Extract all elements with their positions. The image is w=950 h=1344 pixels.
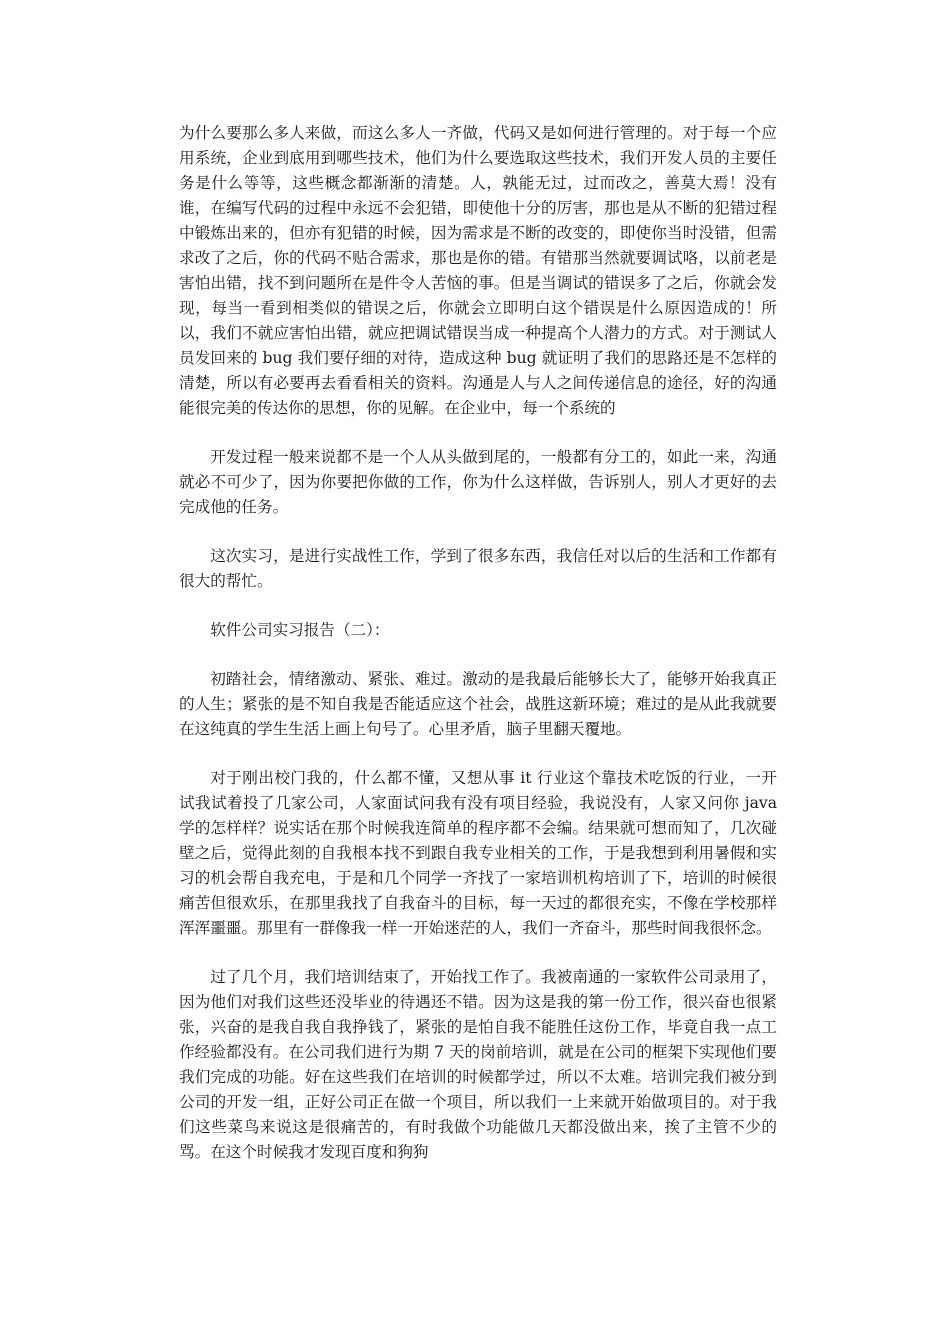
paragraph-job-search: 对于刚出校门我的，什么都不懂，又想从事 it 行业这个靠技术吃饭的行业，一开试我试着投了几家公司，人家面试问我有没有项目经验，我说没有，人家又问你 java 学的怎样样？说实话在那个时候我连简单的程序都不会编。结果就可想而知了，几次碰壁之后，觉得此刻的自我根本找不到跟自我专业相关的工作，于是我想到利用暑假和实习的机会帮自我充电，于是和几个同学一齐找了一家培训机构培训了下，培训的时候很痛苦但很欢乐，在那里我找了自我奋斗的目标，每一天过的都很充实，不像在学校那样浑浑噩噩。那里有一群像我一样一开始迷茫的人，我们一齐奋斗，那些时间我很怀念。 [179, 769, 777, 937]
paragraph-development-process: 开发过程一般来说都不是一个人从头做到尾的，一般都有分工的，如此一来，沟通就必不可少了，因为你要把你做的工作，你为什么这样做，告诉别人，别人才更好的去完成他的任务。 [179, 448, 777, 516]
paragraph-entering-society: 初踏社会，情绪激动、紧张、难过。激动的是我最后能够长大了，能够开始我真正的人生；紧张的是不知自我是否能适应这个社会，战胜这新环境；难过的是从此我就要在这纯真的学生生活上画上句号了。心里矛盾，脑子里翻天覆地。 [179, 670, 777, 738]
section-heading-report-two: 软件公司实习报告（二）： [210, 621, 390, 639]
paragraph-internship-summary: 这次实习，是进行实战性工作，学到了很多东西，我信任对以后的生活和工作都有很大的帮忙。 [179, 547, 777, 590]
paragraph-continuation: 为什么要那么多人来做，而这么多人一齐做，代码又是如何进行管理的。对于每一个应用系统，企业到底用到哪些技术，他们为什么要选取这些技术，我们开发人员的主要任务是什么等等，这些概念都渐渐的清楚。人，孰能无过，过而改之，善莫大焉！没有谁，在编写代码的过程中永远不会犯错，即使他十分的厉害，那也是从不断的犯错过程中锻炼出来的，但亦有犯错的时候，因为需求是不断的改变的，即使你当时没错，但需求改了之后，你的代码不贴合需求，那也是你的错。有错那当然就要调试咯，以前老是害怕出错，找不到问题所在是件令人苦恼的事。但是当调试的错误多了之后，你就会发现，每当一看到相类似的错误之后，你就会立即明白这个错误是什么原因造成的！所以，我们不就应害怕出错，就应把调试错误当成一种提高个人潜力的方式。对于测试人员发回来的 bug 我们要仔细的对待，造成这种 bug 就证明了我们的思路还是不怎样的清楚，所以有必要再去看看相关的资料。沟通是人与人之间传递信息的途径，好的沟通能很完美的传达你的思想，你的见解。在企业中，每一个系统的 [179, 124, 777, 417]
document-body [179, 121, 777, 1189]
paragraph-first-job: 过了几个月，我们培训结束了，开始找工作了。我被南通的一家软件公司录用了，因为他们对我们这些还没毕业的待遇还不错。因为这是我的第一份工作，很兴奋也很紧张，兴奋的是我自我自我挣钱了，紧张的是怕自我不能胜任这份工作，毕竟自我一点工作经验都没有。在公司我们进行为期 7 天的岗前培训，就是在公司的框架下实现他们要我们完成的功能。好在这些我们在培训的时候都学过，所以不太难。培训完我们被分到公司的开发一组，正好公司正在做一个项目，所以我们一上来就开始做项目的。对于我们这些菜鸟来说这是很痛苦的，有时我做个功能做几天都没做出来，挨了主管不少的骂。在这个时候我才发现百度和狗狗 [179, 968, 777, 1161]
